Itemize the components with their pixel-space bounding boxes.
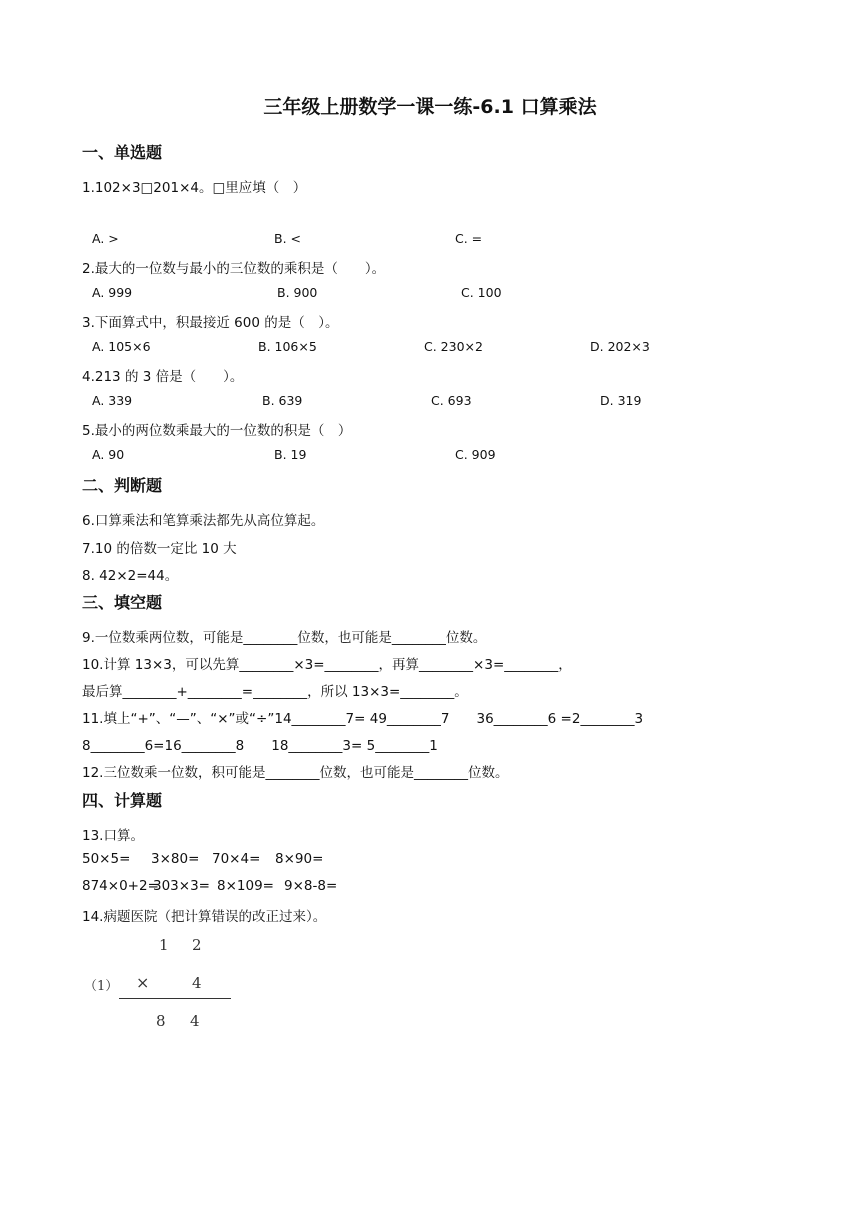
calc-divider-line bbox=[119, 998, 231, 999]
q1-option-c: C. = bbox=[455, 231, 483, 246]
oral-calc-item: 50×5= bbox=[82, 851, 131, 867]
question-7: 7.10 的倍数一定比 10 大 bbox=[82, 541, 237, 557]
oral-calc-item: 303×3= bbox=[153, 878, 210, 894]
calc-multiplier: 4 bbox=[192, 974, 202, 992]
q5-option-a: A. 90 bbox=[92, 447, 125, 462]
q4-option-b: B. 639 bbox=[262, 393, 303, 408]
question-8: 8. 42×2=44。 bbox=[82, 568, 179, 584]
question-6: 6.口算乘法和笔算乘法都先从高位算起。 bbox=[82, 513, 325, 529]
calc-result-digit: 4 bbox=[190, 1012, 200, 1030]
question-14: 14.病题医院（把计算错误的改正过来）。 bbox=[82, 909, 327, 925]
question-11-line-2: 8________6=16________8 18________3= 5________1 bbox=[82, 738, 438, 754]
question-3: 3.下面算式中，积最接近 600 的是（ ）。 bbox=[82, 315, 339, 331]
q2-option-a: A. 999 bbox=[92, 285, 133, 300]
oral-calc-item: 8×90= bbox=[275, 851, 324, 867]
question-1: 1.102×3□201×4。□里应填（ ） bbox=[82, 180, 307, 196]
oral-calc-item: 9×8-8= bbox=[284, 878, 338, 894]
q3-option-d: D. 202×3 bbox=[590, 339, 650, 354]
q1-option-a: A. > bbox=[92, 231, 119, 246]
q4-option-d: D. 319 bbox=[600, 393, 642, 408]
question-2: 2.最大的一位数与最小的三位数的乘积是（ ）。 bbox=[82, 261, 386, 277]
calc-top-digit: 2 bbox=[192, 936, 202, 954]
q1-option-b: B. < bbox=[274, 231, 301, 246]
question-12: 12.三位数乘一位数，积可能是________位数，也可能是________位数。 bbox=[82, 765, 509, 781]
section-heading-calculation: 四、计算题 bbox=[82, 791, 163, 810]
oral-calc-item: 874×0+2= bbox=[82, 878, 159, 894]
multiply-sign: × bbox=[136, 973, 150, 992]
page-title: 三年级上册数学一课一练-6.1 口算乘法 bbox=[263, 96, 597, 118]
q2-option-c: C. 100 bbox=[461, 285, 502, 300]
question-11-line-1: 11.填上“+”、“—”、“×”或“÷”14________7= 49________7 36________6 =2________3 bbox=[82, 711, 644, 727]
q3-option-c: C. 230×2 bbox=[424, 339, 483, 354]
oral-calc-item: 70×4= bbox=[212, 851, 261, 867]
question-9: 9.一位数乘两位数，可能是________位数，也可能是________位数。 bbox=[82, 630, 487, 646]
section-heading-true-false: 二、判断题 bbox=[82, 476, 163, 495]
q5-option-b: B. 19 bbox=[274, 447, 307, 462]
calc-result-digit: 8 bbox=[156, 1012, 166, 1030]
q2-option-b: B. 900 bbox=[277, 285, 318, 300]
q4-option-a: A. 339 bbox=[92, 393, 133, 408]
question-4: 4.213 的 3 倍是（ ）。 bbox=[82, 369, 244, 385]
q3-option-a: A. 105×6 bbox=[92, 339, 151, 354]
q4-option-c: C. 693 bbox=[431, 393, 472, 408]
calc-top-digit: 1 bbox=[159, 936, 169, 954]
question-10-line-1: 10.计算 13×3，可以先算________×3=________，再算________×3=________， bbox=[82, 657, 572, 673]
question-5: 5.最小的两位数乘最大的一位数的积是（ ） bbox=[82, 423, 352, 439]
oral-calc-item: 3×80= bbox=[151, 851, 200, 867]
calc-problem-label: （1） bbox=[84, 979, 119, 994]
section-heading-fill-blank: 三、填空题 bbox=[82, 593, 163, 612]
q3-option-b: B. 106×5 bbox=[258, 339, 317, 354]
question-10-line-2: 最后算________+________=________，所以 13×3=________。 bbox=[82, 684, 468, 700]
oral-calc-item: 8×109= bbox=[217, 878, 274, 894]
question-13: 13.口算。 bbox=[82, 828, 144, 844]
section-heading-single-choice: 一、单选题 bbox=[82, 143, 163, 162]
q5-option-c: C. 909 bbox=[455, 447, 496, 462]
